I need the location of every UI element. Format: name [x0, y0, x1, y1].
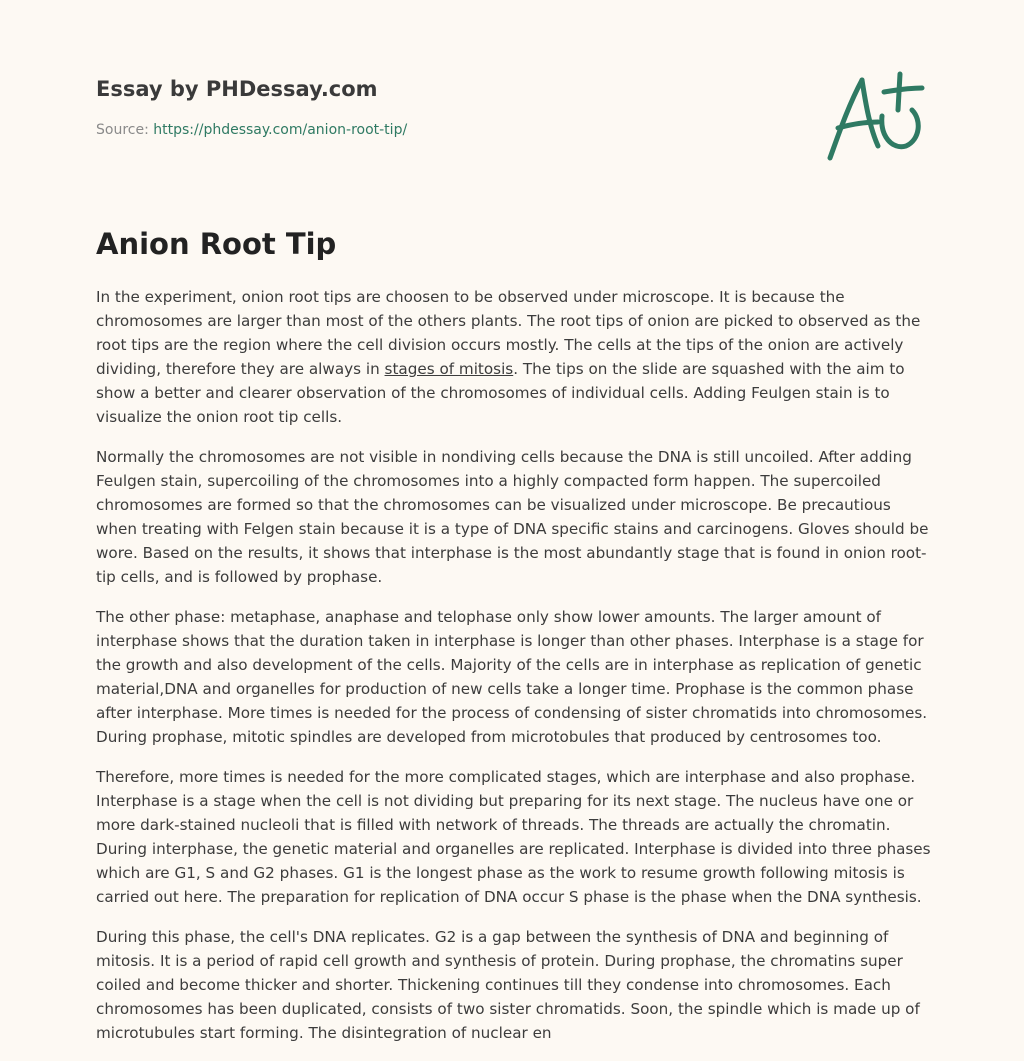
site-title: Essay by PHDessay.com — [96, 77, 378, 101]
paragraph — [96, 285, 932, 429]
paragraph-text: In the experiment, onion root tips are choosen to be observed under microscope. It is because the chromosomes are larger than most of the others plants. The root tips of onion are picked to observed as the root tips are the region where the cell division occurs mostly. The cells at the tips of the onion are actively dividing, therefore they are always in — [96, 288, 921, 378]
paragraph: Normally the chromosomes are not visible in nondiving cells because the DNA is still uncoiled. After adding Feulgen stain, supercoiling of the chromosomes into a highly compacted form happen. The supercoiled chromosomes are formed so that the chromosomes can be visualized under microscope. Be precautious when treating with Felgen stain because it is a type of DNA specific stains and carcinogens. Gloves should be wore. Based on the results, it shows that interphase is the most abundantly stage that is found in onion root-tip cells, and is followed by prophase. — [96, 448, 929, 586]
article-body — [96, 285, 932, 1061]
stages-of-mitosis-link[interactable]: stages of mitosis — [384, 360, 514, 378]
paragraph: Therefore, more times is needed for the more complicated stages, which are interphase and also prophase. Interphase is a stage when the cell is not dividing but preparing for its next stage. The nucleus have one or more dark-stained nucleoli that is filled with network of threads. The threads are actually the chromatin. During interphase, the genetic material and organelles are replicated. Interphase is divided into three phases which are G1, S and G2 phases. G1 is the longest phase as the work to resume growth following mitosis is carried out here. The preparation for replication of DNA occur S phase is the phase when the DNA synthesis. — [96, 768, 931, 906]
article-title: Anion Root Tip — [96, 227, 337, 261]
source-label: Source: — [96, 122, 149, 138]
paragraph: The other phase: metaphase, anaphase and telophase only show lower amounts. The larger amount of interphase shows that the duration taken in interphase is longer than other phases. Interphase is a stage for the growth and also development of the cells. Majority of the cells are in interphase as replication of genetic material,DNA and organelles for production of new cells take a longer time. Prophase is the common phase after interphase. More times is needed for the process of condensing of sister chromatids into chromosomes. During prophase, mitotic spindles are developed from microtobules that produced by centrosomes too. — [96, 608, 928, 746]
paragraph-text: . The tips on the slide are squashed with the aim to show a better and clearer observation of the chromosomes of individual cells. Adding Feulgen stain is to visualize the onion root tip cells. — [96, 360, 905, 426]
a-plus-grade-icon — [820, 66, 930, 166]
paragraph: During this phase, the cell's DNA replicates. G2 is a gap between the synthesis of DNA and beginning of mitosis. It is a period of rapid cell growth and synthesis of protein. During prophase, the chromatins super coiled and become thicker and shorter. Thickening continues till they condense into chromosomes. Each chromosomes has been duplicated, consists of two sister chromatids. Soon, the spindle which is made up of microtubules start forming. The disintegration of nuclear en — [96, 928, 920, 1042]
source-link[interactable]: https://phdessay.com/anion-root-tip/ — [153, 122, 408, 138]
source-line — [96, 120, 796, 140]
page-header — [96, 74, 796, 140]
